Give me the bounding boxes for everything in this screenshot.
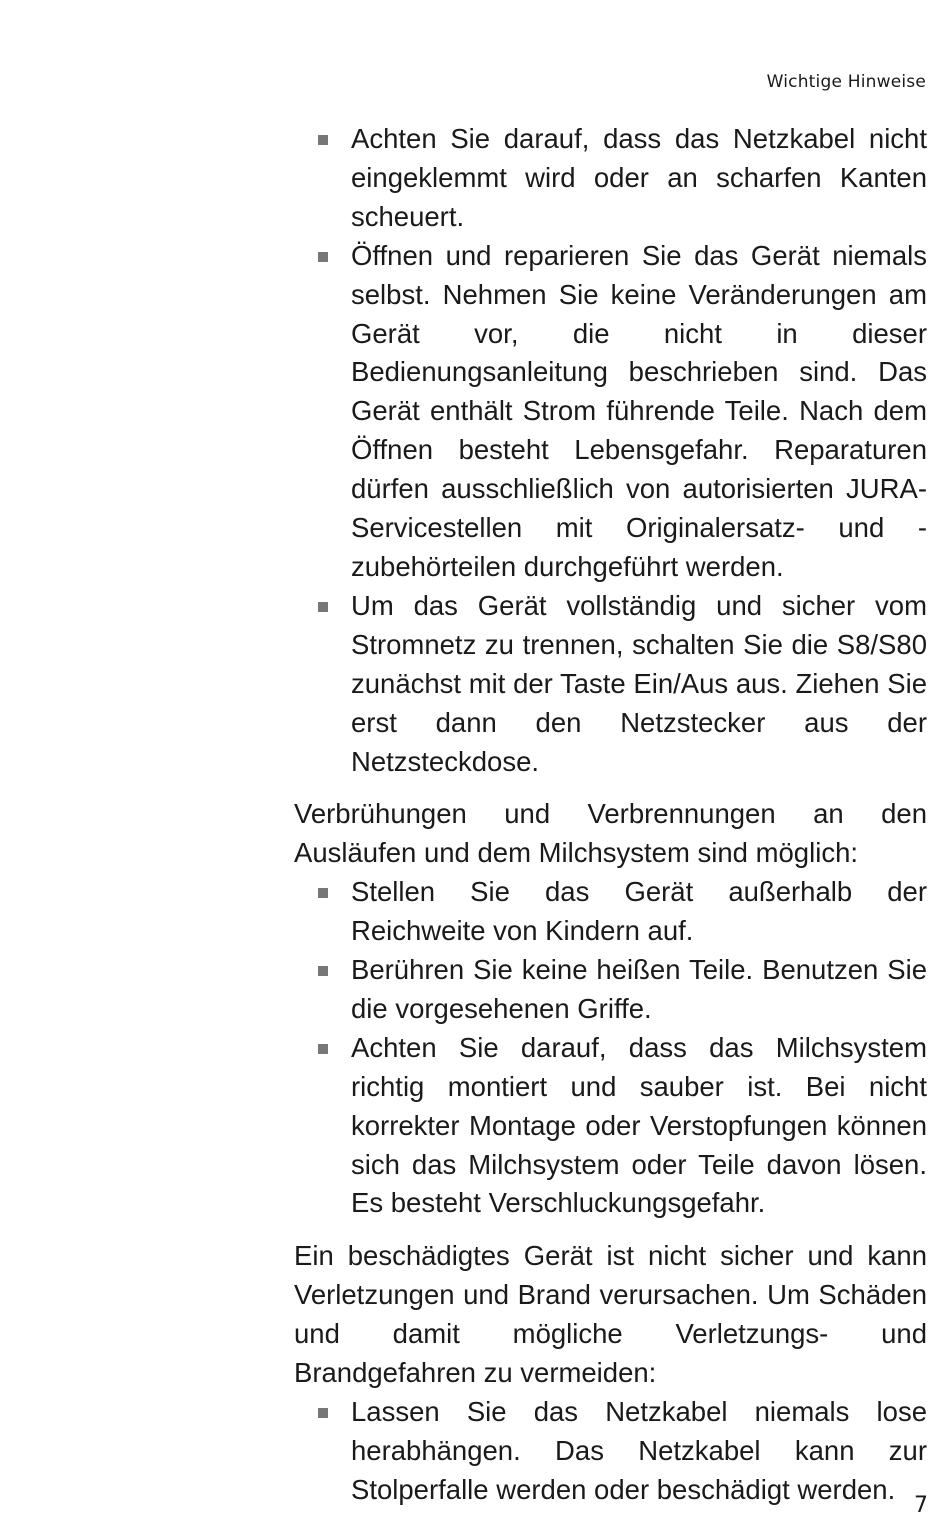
list-item: [294, 237, 927, 587]
running-header: Wichtige Hinweise: [766, 72, 926, 92]
square-bullet-icon: [318, 966, 328, 976]
square-bullet-icon: [318, 135, 328, 145]
list-item: [294, 951, 927, 1029]
intro-paragraph-scalding: Verbrühungen und Verbrennungen an den Ausläufen und dem Milchsystem sind möglich:: [294, 798, 927, 869]
square-bullet-icon: [318, 1044, 328, 1054]
list-item: [294, 873, 927, 951]
list-item: [294, 1393, 927, 1510]
list-item: [294, 1029, 927, 1224]
intro-paragraph-damage: Ein beschädigtes Gerät ist nicht sicher und kann Verletzungen und Brand verursachen. Um Schäden und damit mögliche Verletzungs- und Brandgefahren zu vermeiden:: [294, 1240, 927, 1389]
list-item-text: Achten Sie darauf, dass das Milchsystem richtig montiert und sauber ist. Bei nicht korrekter Montage oder Verstopfungen können sich das Milchsystem oder Teile davon lösen. Es besteht Verschluckungsgefahr.: [351, 1031, 927, 1219]
bullet-list-scalding: [294, 873, 927, 1223]
square-bullet-icon: [318, 602, 328, 612]
list-item: [294, 120, 927, 237]
list-item: [294, 587, 927, 782]
list-item-text: Berühren Sie keine heißen Teile. Benutzen Sie die vorgesehenen Griffe.: [351, 954, 927, 1024]
list-item-text: Lassen Sie das Netzkabel niemals lose herabhängen. Das Netzkabel kann zur Stolperfalle werden oder beschädigt werden.: [351, 1396, 927, 1505]
bullet-list-power-cable: [294, 120, 927, 781]
square-bullet-icon: [318, 888, 328, 898]
body-text: [294, 120, 927, 1510]
list-item-text: Stellen Sie das Gerät außerhalb der Reichweite von Kindern auf.: [351, 876, 927, 947]
page-number: 7: [914, 1493, 928, 1518]
bullet-list-damage: [294, 1393, 927, 1510]
list-item-text: Öffnen und reparieren Sie das Gerät niemals selbst. Nehmen Sie keine Veränderungen am Gerät vor, die nicht in dieser Bedienungsanleitung beschrieben sind. Das Gerät enthält Strom führende Teile. Nach dem Öffnen besteht Lebensgefahr. Reparaturen dürfen ausschließlich von autorisierten JURA-Servicestellen mit Originalersatz- und -zubehörteilen durchgeführt werden.: [351, 239, 927, 582]
square-bullet-icon: [318, 252, 328, 262]
list-item-text: Um das Gerät vollständig und sicher vom Stromnetz zu trennen, schalten Sie die S8/S80 zunächst mit der Taste Ein/Aus aus. Ziehen Sie erst dann den Netzstecker aus der Netzsteckdose.: [351, 589, 927, 777]
list-item-text: Achten Sie darauf, dass das Netzkabel nicht eingeklemmt wird oder an scharfen Kanten scheuert.: [351, 123, 927, 232]
square-bullet-icon: [318, 1408, 328, 1418]
